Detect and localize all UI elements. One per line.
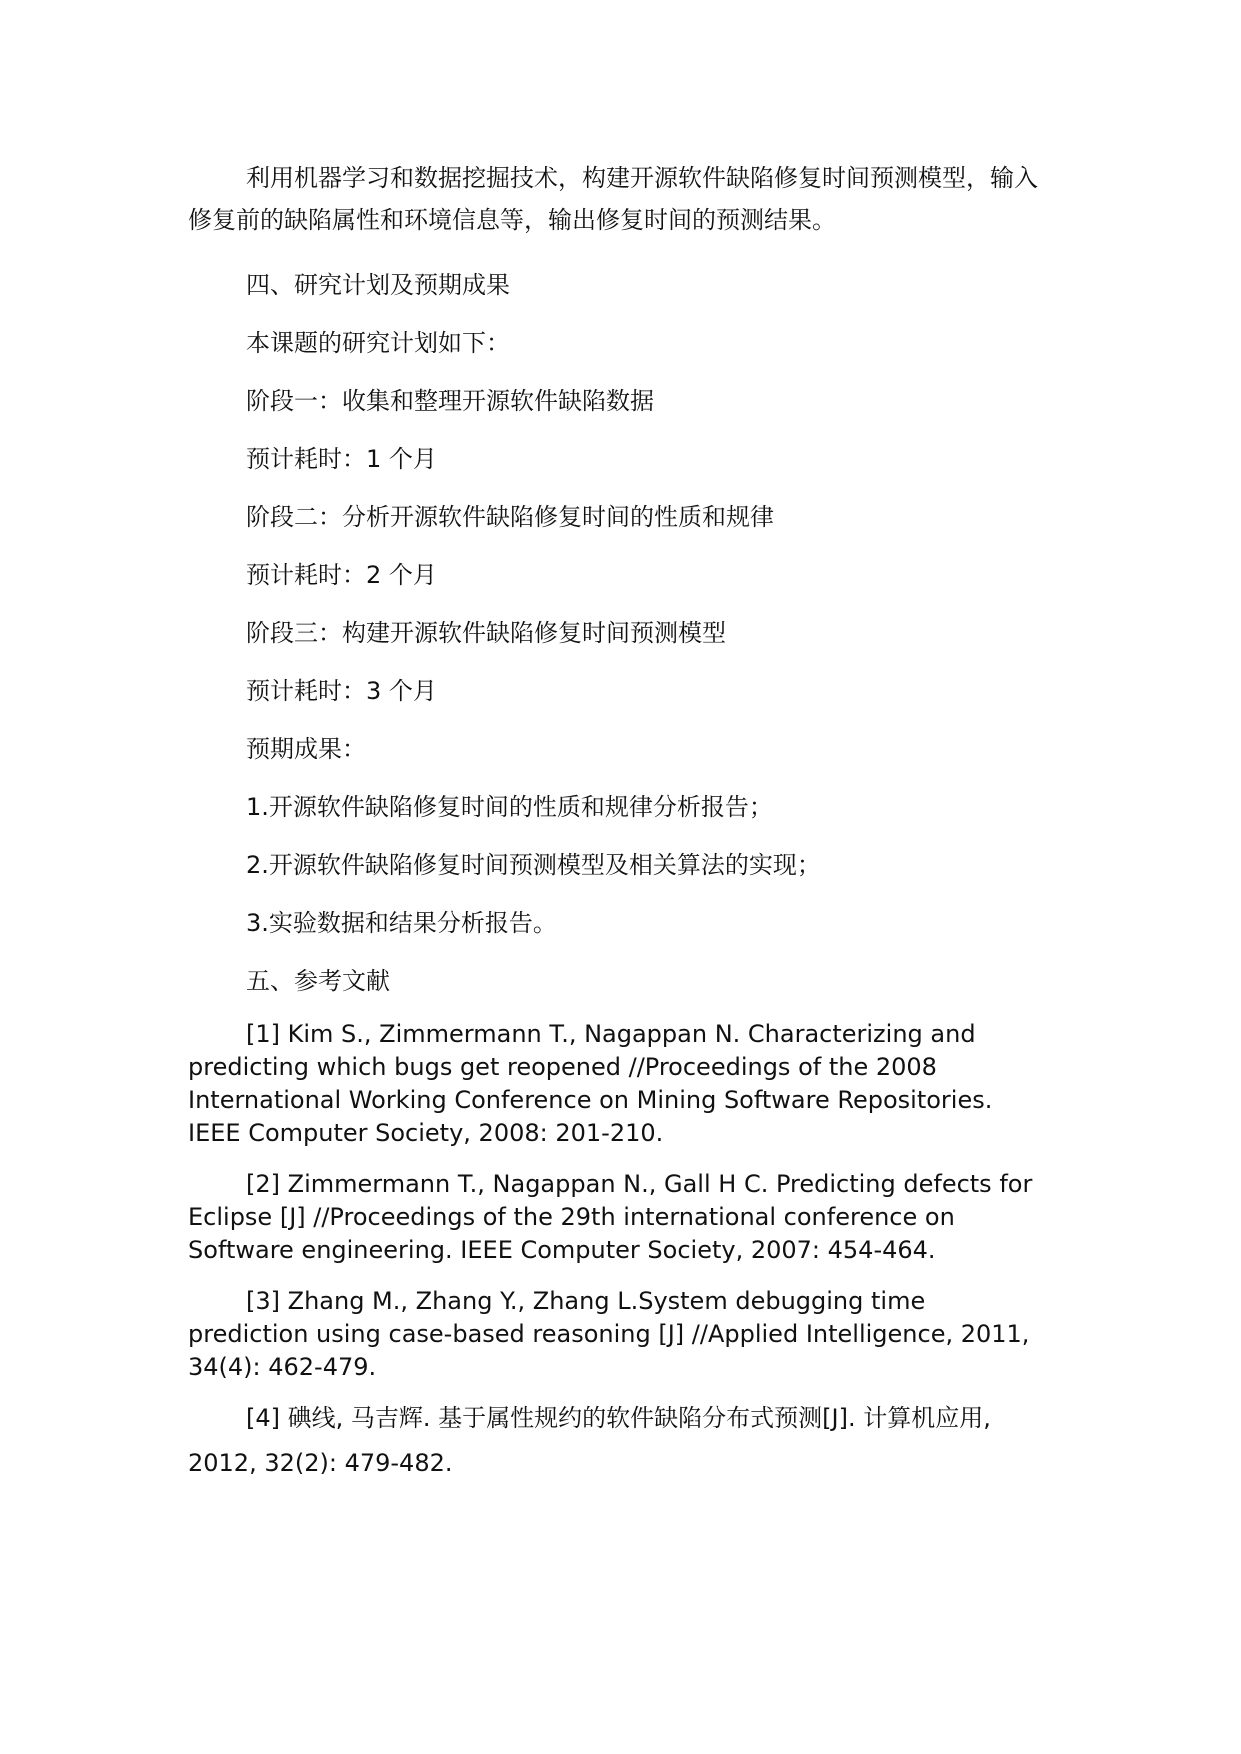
- plan-stage: 阶段一：收集和整理开源软件缺陷数据: [246, 387, 654, 415]
- section-heading: 五、参考文献: [246, 967, 390, 995]
- list-item: 3.实验数据和结果分析报告。: [246, 909, 557, 937]
- body-paragraph: 本课题的研究计划如下：: [246, 329, 510, 357]
- body-paragraph: 预期成果：: [246, 735, 366, 763]
- plan-duration: 预计耗时：1 个月: [246, 445, 437, 473]
- reference-item: [4] 碘线, 马吉辉. 基于属性规约的软件缺陷分布式预测[J]. 计算机应用, 2012, 32(2): 479-482.: [188, 1404, 991, 1477]
- plan-stage: 阶段三：构建开源软件缺陷修复时间预测模型: [246, 619, 726, 647]
- reference-item: [1] Kim S., Zimmermann T., Nagappan N. Characterizing and predicting which bugs get reopened //Proceedings of the 2008 International Working Conference on Mining Software Repositories. IEEE Computer Society, 2008: 201-210.: [188, 1020, 993, 1147]
- plan-duration: 预计耗时：3 个月: [246, 677, 437, 705]
- reference-item: [3] Zhang M., Zhang Y., Zhang L.System debugging time prediction using case-based reasoning [J] //Applied Intelligence, 2011, 34(4): 462-479.: [188, 1287, 1030, 1381]
- section-heading: 四、研究计划及预期成果: [246, 271, 510, 299]
- reference-item: [2] Zimmermann T., Nagappan N., Gall H C. Predicting defects for Eclipse [J] //Proceedings of the 29th international conference on Software engineering. IEEE Computer Society, 2007: 454-464.: [188, 1170, 1033, 1264]
- list-item: 1.开源软件缺陷修复时间的性质和规律分析报告；: [246, 793, 773, 821]
- plan-stage: 阶段二：分析开源软件缺陷修复时间的性质和规律: [246, 503, 774, 531]
- plan-duration: 预计耗时：2 个月: [246, 561, 437, 589]
- body-paragraph: 利用机器学习和数据挖掘技术，构建开源软件缺陷修复时间预测模型，输入修复前的缺陷属性和环境信息等，输出修复时间的预测结果。: [188, 164, 1038, 234]
- list-item: 2.开源软件缺陷修复时间预测模型及相关算法的实现；: [246, 851, 821, 879]
